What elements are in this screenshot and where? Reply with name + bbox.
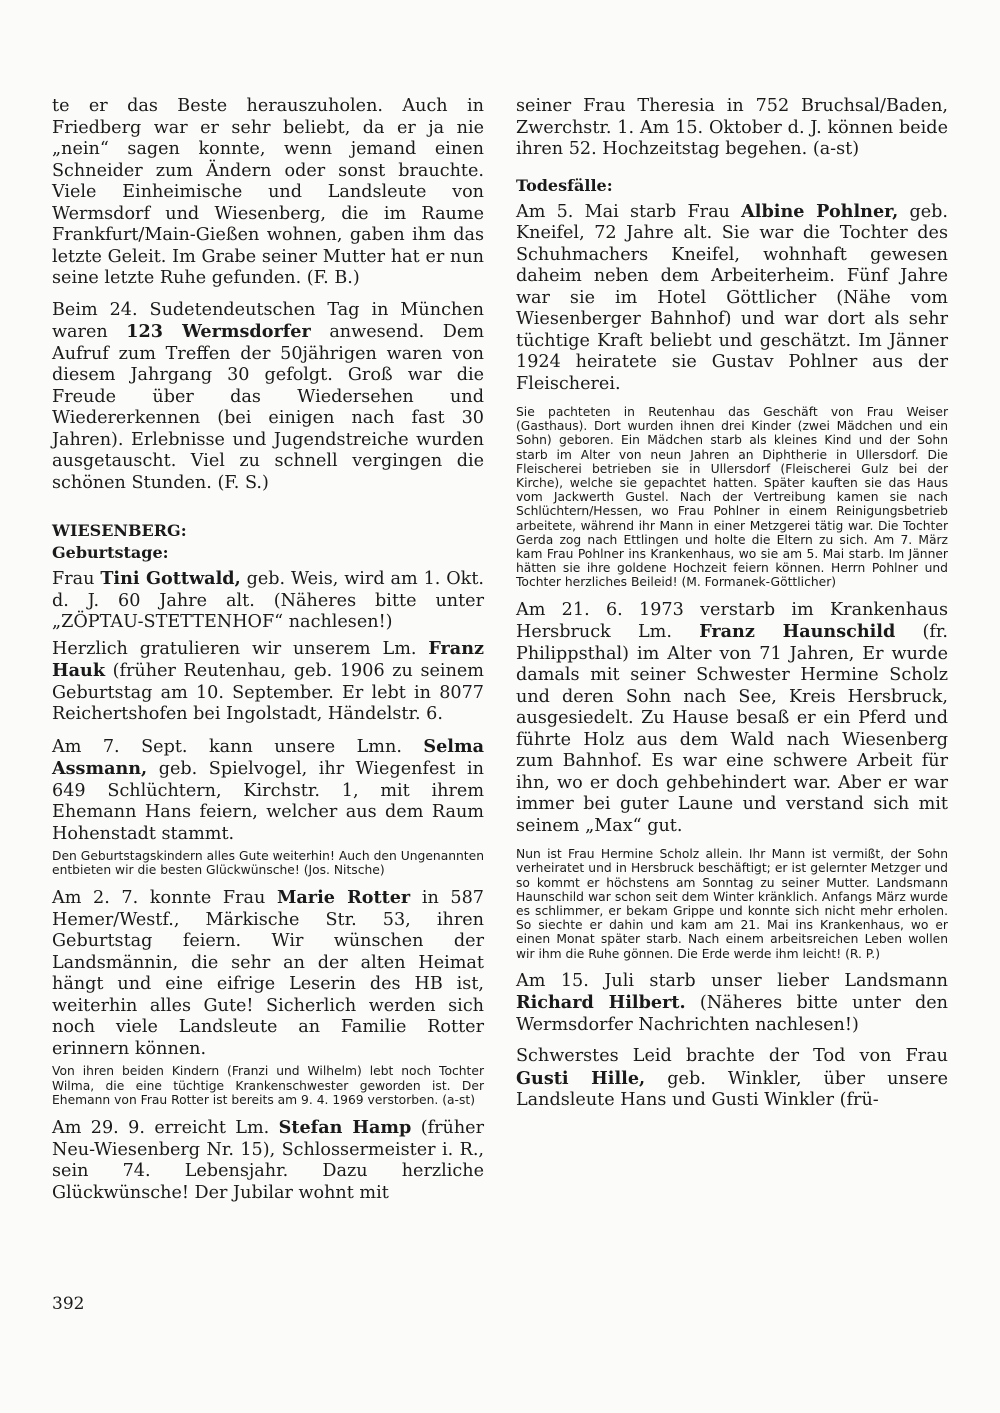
paragraph-hamp: Am 29. 9. erreicht Lm. Stefan Hamp (früher Neu-Wiesenberg Nr. 15), Schlossermeister i. R., sein 74. Lebensjahr. Dazu herzliche Glückwünsche! Der Jubilar wohnt mit <box>52 1117 484 1203</box>
note-greetings: Den Geburtstagskindern alles Gute weiterhin! Auch den Ungenannten entbieten wir die besten Glückwünsche! (Jos. Nitsche) <box>52 849 484 878</box>
page-number: 392 <box>52 1294 85 1314</box>
note-pohlner: Sie pachteten in Reutenhau das Geschäft von Frau Weiser (Gasthaus). Dort wurden ihnen drei Kinder (zwei Mädchen und ein Sohn) geboren. Ein Mädchen starb als kleines Kind und der Sohn starb im Alter von neun Jahren an Diphtherie in Ullersdorf. Die Fleischerei betrieben sie in Ullersdorf (Fleischerei Gulz bei der Kirche), welche sie gepachtet hatten. Später kauften sie das Haus vom Jackwerth Gustel. Nach der Vertreibung kamen sie nach Schlüchtern/Hessen, wo Frau Pohlner in einem Reinigungsbetrieb arbeitete, während ihr Mann in einer Metzgerei tätig war. Die Tochter Gerda zog nach Ettlingen und holte die Eltern zu sich. Am 7. März kam Frau Pohlner ins Krankenhaus, wo sie am 5. Mai starb. Im Jänner hätten sie ihre goldene Hochzeit feiern können. Herrn Pohlner und Tochter herzliches Beileid! (M. Formanek-Göttlicher) <box>516 405 948 590</box>
left-column <box>52 96 484 1204</box>
highlight-name: Franz Haunschild <box>699 621 896 643</box>
highlight-name: Selma Assmann, <box>52 735 484 779</box>
subheading-geburtstage: Geburtstage: <box>52 543 169 562</box>
highlight-name: Marie Rotter <box>276 887 411 909</box>
highlight-name: 123 Wermsdorfer <box>126 321 311 342</box>
paragraph-hilbert: Am 15. Juli starb unser lieber Landsmann Richard Hilbert. (Näheres bitte unter den Wermsdorfer Nachrichten nachlesen!) <box>516 970 948 1035</box>
highlight-name: Franz Hauk <box>52 637 484 681</box>
paragraph-assmann: Am 7. Sept. kann unsere Lmn. Selma Assmann, geb. Spielvogel, ihr Wiegenfest in 649 Schlüchtern, Kirchstr. 1, mit ihrem Ehemann Hans feiern, welcher aus dem Raum Hohenstadt stammt. <box>52 735 484 844</box>
right-column <box>516 96 948 1112</box>
paragraph-hauk: Herzlich gratulieren wir unserem Lm. Franz Hauk (früher Reutenhau, geb. 1906 zu seinem Geburtstag am 10. September. Er lebt in 8077 Reichertshofen bei Ingolstadt, Händelstr. 6. <box>52 637 484 724</box>
paragraph-haunschild: Am 21. 6. 1973 verstarb im Krankenhaus Hersbruck Lm. Franz Haunschild (fr. Philippsthal) im Alter von 71 Jahren, Er wurde damals mit seiner Schwester Hermine Scholz und deren Sohn nach See, Kreis Hersbruck, ausgesiedelt. Zu Hause besaß er ein Pferd und führte Holz aus dem Wald nach Wiesenberg zum Bahnhof. Es war eine schwere Arbeit für ihn, wo er doch gehbehindert war. Aber er war immer bei guter Laune und verstand sich mit seinem „Max“ gut. <box>516 599 948 836</box>
highlight-name: Stefan Hamp <box>278 1117 412 1139</box>
highlight-name: Tini Gottwald, <box>100 568 241 589</box>
highlight-name: Albine Pohlner, <box>741 200 899 222</box>
paragraph-hochzeitstag: seiner Frau Theresia in 752 Bruchsal/Baden, Zwerchstr. 1. Am 15. Oktober d. J. können beide ihren 52. Hochzeitstag begehen. (a-st) <box>516 96 948 159</box>
highlight-name: Gusti Hille, <box>516 1067 646 1089</box>
section-heading-wiesenberg: WIESENBERG: <box>52 521 187 540</box>
article-continuation: te er das Beste herauszuholen. Auch in Friedberg war er sehr beliebt, da er ja nie „nein“ sagen konnte, wenn jemand einen Schneider zum Ändern oder sonst brauchte. Viele Einheimische und Landsleute von Wermsdorf und Wiesenberg, die im Raume Frankfurt/Main-Gießen wohnen, gaben ihm das letzte Geleit. Im Grabe seiner Mutter hat er nun seine letzte Ruhe gefunden. (F. B.) <box>52 96 484 288</box>
paragraph-gottwald: Frau Tini Gottwald, geb. Weis, wird am 1. Okt. d. J. 60 Jahre alt. (Näheres bitte unter „ZÖPTAU-STETTENHOF“ nachlesen!) <box>52 568 485 632</box>
subheading-todesfaelle: Todesfälle: <box>516 175 613 195</box>
highlight-name: Richard Hilbert. <box>516 992 686 1014</box>
paragraph-hille: Schwerstes Leid brachte der Tod von Frau Gusti Hille, geb. Winkler, über unsere Landsleute Hans und Gusti Winkler (frü- <box>516 1046 948 1111</box>
note-scholz: Nun ist Frau Hermine Scholz allein. Ihr Mann ist vermißt, der Sohn verheiratet und in Hersbruck beschäftigt; er ist gelernter Metzger und so kommt er höchstens am Sonntag zu seiner Mutter. Landsmann Haunschild war schon seit dem Winter kränklich. Anfangs März wurde es schlimmer, er bekam Grippe und konnte sich nicht mehr erholen. So siechte er dahin und kam am 21. Mai ins Krankenhaus, wo er einen Monat später starb. Nach einem arbeitsreichen Leben wollen wir ihm die Ruhe gönnen. Die Erde werde ihm leicht! (R. P.) <box>516 847 948 961</box>
paragraph-pohlner: Am 5. Mai starb Frau Albine Pohlner, geb. Kneifel, 72 Jahre alt. Sie war die Tochter des Schuhmachers Kneifel, wohnhaft gewesen daheim neben dem Arbeiterheim. Fünf Jahre war sie im Hotel Göttlicher (Nähe vom Wiesenberger Bahnhof) und war dort als sehr tüchtige Kraft beliebt und geschätzt. Im Jänner 1924 heiratete sie Gustav Pohlner aus der Fleischerei. <box>516 200 949 394</box>
paragraph-rotter: Am 2. 7. konnte Frau Marie Rotter in 587 Hemer/Westf., Märkische Str. 53, ihren Geburtstag feiern. Wir wünschen der Landsmännin, die sehr an der alten Heimat hängt und eine eifrige Leserin des HB ist, weiterhin alles Gute! Sicherlich werden sich noch viele Landsleute an Familie Rotter erinnern können. <box>52 887 484 1059</box>
note-rotter: Von ihren beiden Kindern (Franzi und Wilhelm) lebt noch Tochter Wilma, die eine tüchtige Krankenschwester geworden ist. Der Ehemann von Frau Rotter ist bereits am 9. 4. 1969 verstorben. (a-st) <box>52 1064 484 1107</box>
paragraph-sudetendeutscher-tag: Beim 24. Sudetendeutschen Tag in München waren 123 Wermsdorfer anwesend. Dem Aufruf zum Treffen der 50jährigen waren von diesem Jahrgang 30 gefolgt. Groß war die Freude über das Wiedersehen und Wiedererkennen (bei einigen nach fast 30 Jahren). Erlebnisse und Jugendstreiche wurden ausgetauscht. Viel zu schnell vergingen die schönen Stunden. (F. S.) <box>52 299 485 493</box>
